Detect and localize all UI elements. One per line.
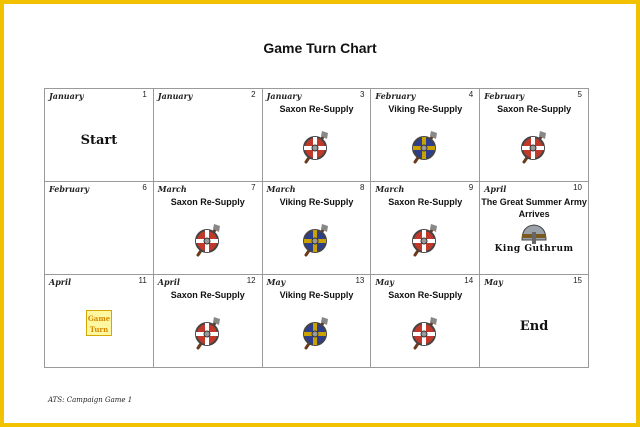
turn-number: 9 [468, 183, 474, 192]
turn-month: February [49, 184, 90, 194]
saxon-shield-icon [192, 316, 224, 350]
turn-event-label: Saxon Re-Supply [279, 104, 354, 114]
turn-cell-11 [45, 275, 154, 368]
turn-month: January [49, 91, 84, 101]
turn-month: April [484, 184, 507, 194]
turn-month: January [266, 91, 302, 101]
viking-shield-icon [300, 223, 332, 257]
viking-shield-icon [409, 130, 441, 164]
turn-month: May [266, 277, 286, 287]
turn-number: 3 [359, 90, 365, 99]
turn-month: March [266, 184, 296, 194]
saxon-shield-icon [192, 223, 224, 257]
saxon-shield-icon [300, 130, 332, 164]
turn-month: March [157, 184, 187, 194]
turn-month: February [375, 91, 416, 101]
turn-month: February [484, 91, 525, 101]
turn-cell-6 [45, 182, 154, 275]
turn-number: 10 [573, 183, 582, 192]
turn-number: 13 [355, 276, 365, 285]
turn-cell-12 [153, 275, 262, 368]
turn-number: 5 [577, 90, 582, 99]
turn-number: 7 [251, 183, 256, 192]
turn-number: 15 [573, 276, 582, 285]
turn-month: May [484, 277, 503, 287]
turn-month: May [375, 277, 395, 287]
turn-number: 2 [251, 90, 256, 99]
turn-big-label: Start [80, 133, 118, 148]
turn-event-label: Saxon Re-Supply [388, 290, 463, 300]
turn-event-label: The Great Summer Army Arrives [481, 197, 587, 219]
turn-cell-5 [480, 89, 589, 182]
turn-cell-1 [45, 89, 154, 182]
turn-month: April [49, 277, 72, 287]
turn-number: 1 [142, 90, 147, 99]
turn-event-label: Viking Re-Supply [279, 197, 354, 207]
turn-number: 12 [246, 276, 256, 285]
turn-cell-8 [262, 182, 371, 275]
turn-number: 6 [142, 183, 147, 192]
turn-cell-15 [480, 275, 589, 368]
page-title: Game Turn Chart [263, 40, 377, 56]
viking-helmet-icon [516, 222, 552, 264]
turn-cell-4 [371, 89, 480, 182]
turn-event-label: Saxon Re-Supply [497, 104, 572, 114]
turn-cell-10 [480, 182, 589, 275]
turn-cell-14 [371, 275, 480, 368]
turn-number: 11 [138, 276, 147, 285]
turn-month: January [157, 91, 193, 101]
turn-event-label: Viking Re-Supply [388, 104, 463, 114]
turn-number: 4 [468, 90, 474, 99]
turn-cell-7 [153, 182, 262, 275]
turn-cell-2 [153, 89, 262, 182]
turn-event-label: Viking Re-Supply [279, 290, 354, 300]
turn-cell-3 [262, 89, 371, 182]
turn-cell-13 [262, 275, 371, 368]
turn-big-label: End [519, 319, 549, 334]
viking-shield-icon [300, 316, 332, 350]
turn-number: 14 [464, 276, 474, 285]
turn-event-label: Saxon Re-Supply [170, 290, 245, 300]
turn-number: 8 [359, 183, 365, 192]
turn-month: March [375, 184, 405, 194]
leader-name: King Guthrum [494, 244, 574, 254]
turn-cell-9 [371, 182, 480, 275]
saxon-shield-icon [409, 223, 441, 257]
turn-event-label: Saxon Re-Supply [170, 197, 245, 207]
turn-chart-grid [44, 88, 589, 368]
footer-caption: ATS: Campaign Game 1 [48, 396, 133, 404]
turn-month: April [157, 277, 180, 287]
game-turn-marker[interactable]: Game Turn [86, 310, 112, 336]
saxon-shield-icon [518, 130, 550, 164]
saxon-shield-icon [409, 316, 441, 350]
turn-event-label: Saxon Re-Supply [388, 197, 463, 207]
